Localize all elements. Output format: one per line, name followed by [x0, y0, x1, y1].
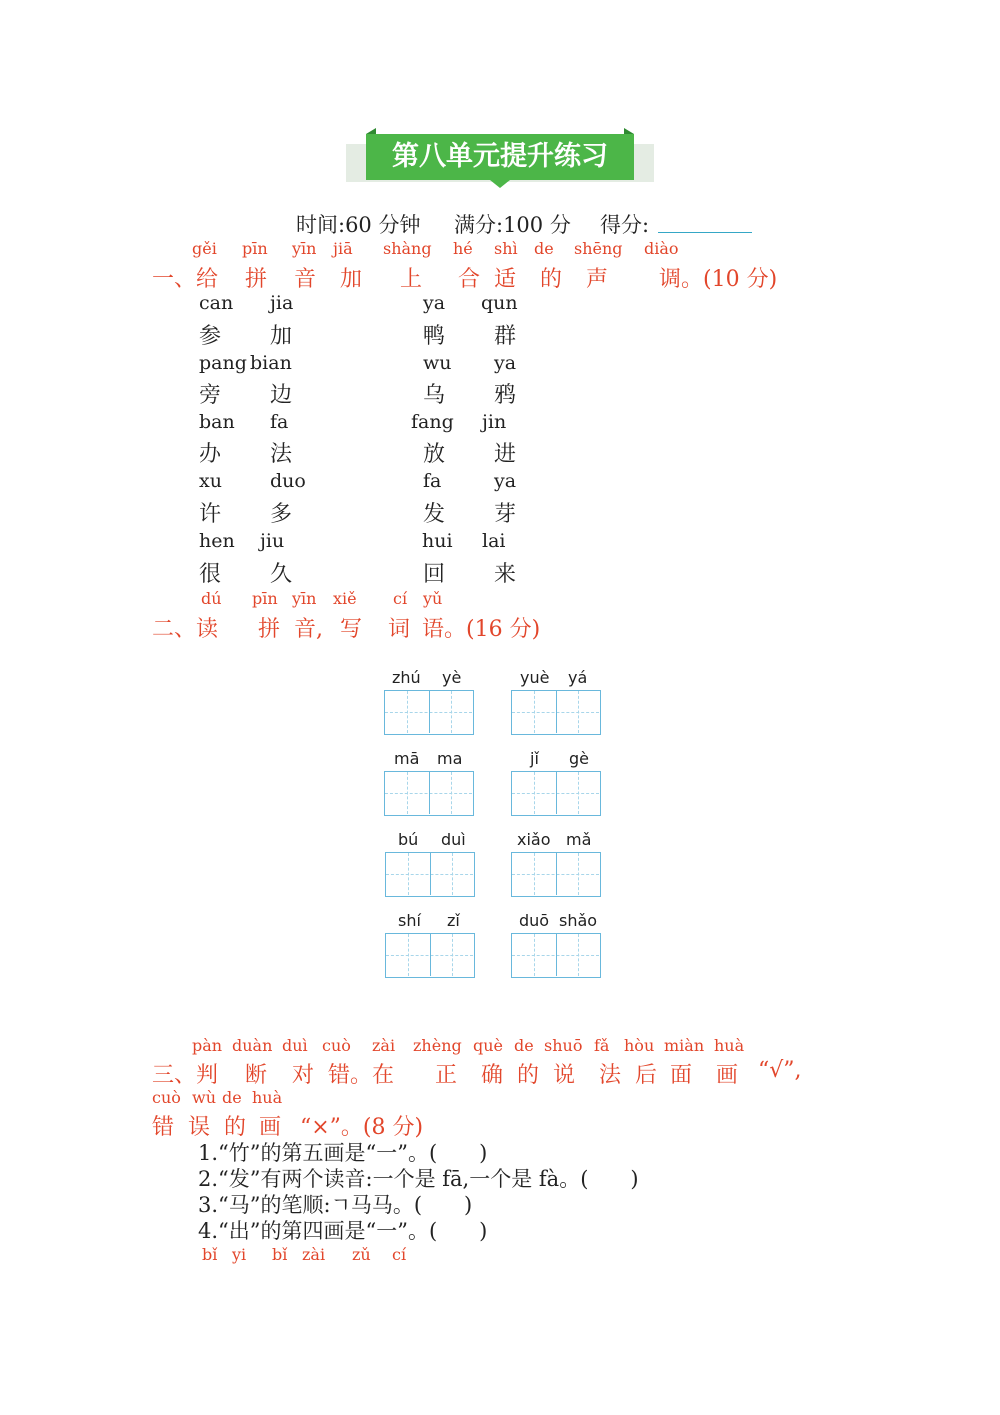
banner-notch [490, 180, 510, 188]
section3-heading: 法 [599, 1063, 622, 1088]
pinyin: fǎ [594, 1036, 610, 1055]
pinyin: zǔ [352, 1245, 371, 1264]
item-char: 来 [494, 562, 517, 587]
score-blank[interactable] [658, 232, 752, 233]
time-info: 时间:60 分钟 [296, 213, 421, 237]
item-char: 很 [199, 562, 222, 587]
section3-heading: “×”。(8 分) [300, 1115, 424, 1140]
section1-heading: 拼 [245, 267, 268, 292]
grid-pinyin: mā [394, 749, 420, 768]
pinyin: jiā [333, 239, 353, 258]
section2-heading: 语。(16 分) [422, 617, 541, 642]
section1-heading: 合 [458, 267, 481, 292]
item-pinyin: ya [494, 470, 517, 492]
pinyin: miàn [664, 1036, 705, 1055]
item-char: 鸭 [423, 324, 446, 349]
tianzi-grid[interactable] [385, 852, 475, 897]
section3-heading: 断 [245, 1063, 268, 1088]
item-char: 边 [270, 383, 293, 408]
grid-pinyin: bú [398, 830, 419, 849]
section2-heading: 写 [340, 617, 363, 642]
section3-heading: 的 [517, 1063, 540, 1088]
item-pinyin: ya [423, 292, 446, 314]
section3-heading: 说 [553, 1063, 576, 1088]
pinyin: huà [714, 1036, 745, 1055]
item-char: 加 [270, 324, 293, 349]
section2-heading: 拼 [258, 617, 281, 642]
pinyin: bǐ [202, 1245, 218, 1264]
tianzi-grid[interactable] [385, 933, 475, 978]
section3-heading: 三、判 [152, 1063, 219, 1088]
grid-pinyin: yá [568, 668, 588, 687]
item-pinyin: fang [411, 411, 454, 433]
tianzi-grid[interactable] [384, 690, 474, 735]
section3-heading: 错。在 [328, 1063, 395, 1088]
section3-heading: 对 [292, 1063, 315, 1088]
item-pinyin: jiu [260, 530, 285, 552]
item-pinyin: duo [270, 470, 306, 492]
pinyin: duàn [232, 1036, 273, 1055]
grid-pinyin: ma [437, 749, 463, 768]
pinyin: zài [372, 1036, 396, 1055]
item-char: 芽 [494, 502, 517, 527]
item-char: 久 [270, 562, 293, 587]
pinyin: xiě [333, 589, 357, 608]
item-pinyin: hen [199, 530, 235, 552]
pinyin: zhèng [413, 1036, 462, 1055]
item-pinyin: bian [250, 352, 292, 374]
item-char: 回 [423, 562, 446, 587]
grid-pinyin: jǐ [530, 749, 539, 768]
section3-heading: 误 [188, 1115, 211, 1140]
item-char: 乌 [423, 383, 446, 408]
title-banner [346, 128, 654, 190]
pinyin: yīn [292, 239, 317, 258]
pinyin: yīn [292, 589, 317, 608]
item-pinyin: ban [199, 411, 235, 433]
score-label: 得分: [600, 213, 650, 237]
item-pinyin: jia [270, 292, 294, 314]
grid-pinyin: yuè [520, 668, 550, 687]
pinyin: pàn [192, 1036, 223, 1055]
question-1[interactable]: 1.“竹”的第五画是“一”。( ) [198, 1141, 488, 1165]
grid-pinyin: duì [441, 830, 466, 849]
item-char: 法 [270, 442, 293, 467]
full-score-info: 满分:100 分 [454, 213, 571, 237]
item-char: 放 [423, 442, 446, 467]
pinyin: bǐ [272, 1245, 288, 1264]
item-char: 参 [199, 324, 222, 349]
pinyin: cí [392, 1245, 407, 1264]
item-pinyin: can [199, 292, 234, 314]
section2-heading: 音, [294, 617, 323, 642]
item-char: 发 [423, 502, 446, 527]
pinyin: hòu [624, 1036, 655, 1055]
item-char: 办 [199, 442, 222, 467]
question-3[interactable]: 3.“马”的笔顺:ㄱ马马。( ) [198, 1193, 473, 1217]
section3-heading: “√”, [758, 1058, 802, 1083]
page-title: 第八单元提升练习 [392, 141, 608, 172]
pinyin: duì [282, 1036, 308, 1055]
grid-pinyin: shǎo [559, 911, 598, 930]
section1-heading: 一、给 [152, 267, 219, 292]
item-char: 群 [494, 324, 517, 349]
section3-heading: 后 [635, 1063, 658, 1088]
pinyin: diào [644, 239, 679, 258]
section3-heading: 画 [716, 1063, 739, 1088]
section1-heading: 的 [540, 267, 563, 292]
pinyin: de [514, 1036, 534, 1055]
item-pinyin: qun [481, 292, 518, 314]
section1-heading: 适 [494, 267, 517, 292]
section3-heading: 面 [670, 1063, 693, 1088]
section1-heading: 声 [586, 267, 609, 292]
item-pinyin: fa [423, 470, 442, 492]
tianzi-grid[interactable] [511, 933, 601, 978]
pinyin: gěi [192, 239, 217, 258]
grid-pinyin: zǐ [447, 911, 460, 930]
item-char: 许 [199, 502, 222, 527]
item-pinyin: hui [422, 530, 453, 552]
section3-heading: 正 [435, 1063, 458, 1088]
pinyin: dú [201, 589, 222, 608]
section2-heading: 词 [388, 617, 411, 642]
section1-heading: 调。(10 分) [659, 267, 778, 292]
pinyin: hé [453, 239, 473, 258]
pinyin: pīn [252, 589, 278, 608]
pinyin: cí [393, 589, 408, 608]
question-2[interactable]: 2.“发”有两个读音:一个是 fā,一个是 fà。( ) [198, 1167, 639, 1191]
tianzi-grid[interactable] [384, 771, 474, 816]
tianzi-grid[interactable] [511, 852, 601, 897]
section3-heading: 确 [481, 1063, 504, 1088]
item-pinyin: fa [270, 411, 289, 433]
pinyin: cuò [152, 1088, 181, 1107]
tianzi-grid[interactable] [511, 690, 601, 735]
section3-heading: 画 [259, 1115, 282, 1140]
pinyin: què [473, 1036, 504, 1055]
item-pinyin: xu [199, 470, 222, 492]
pinyin: shàng [383, 239, 432, 258]
item-char: 多 [270, 502, 293, 527]
section1-heading: 上 [400, 267, 423, 292]
item-char: 进 [494, 442, 517, 467]
pinyin: wù [192, 1088, 216, 1107]
grid-pinyin: zhú [392, 668, 421, 687]
item-char: 旁 [199, 383, 222, 408]
section3-heading: 错 [152, 1115, 175, 1140]
pinyin: de [222, 1088, 242, 1107]
grid-pinyin: gè [569, 749, 589, 768]
section1-heading: 加 [340, 267, 363, 292]
item-pinyin: wu [423, 352, 452, 374]
grid-pinyin: duō [519, 911, 550, 930]
grid-pinyin: xiǎo [517, 830, 551, 849]
item-pinyin: jin [482, 411, 507, 433]
pinyin: de [534, 239, 554, 258]
pinyin: shuō [544, 1036, 583, 1055]
pinyin: shì [494, 239, 518, 258]
item-pinyin: lai [482, 530, 506, 552]
item-pinyin: ya [494, 352, 517, 374]
pinyin: cuò [322, 1036, 351, 1055]
section2-heading: 二、读 [152, 617, 219, 642]
pinyin: zài [302, 1245, 326, 1264]
pinyin: yǔ [423, 589, 443, 608]
pinyin: shēng [574, 239, 623, 258]
item-char: 鸦 [494, 383, 517, 408]
grid-pinyin: mǎ [566, 830, 592, 849]
grid-pinyin: yè [442, 668, 462, 687]
pinyin: yi [232, 1245, 247, 1264]
item-pinyin: pang [199, 352, 247, 374]
pinyin: huà [252, 1088, 283, 1107]
tianzi-grid[interactable] [511, 771, 601, 816]
question-4[interactable]: 4.“出”的第四画是“一”。( ) [198, 1219, 488, 1243]
section1-heading: 音 [294, 267, 317, 292]
pinyin: pīn [242, 239, 268, 258]
grid-pinyin: shí [398, 911, 421, 930]
section3-heading: 的 [224, 1115, 247, 1140]
